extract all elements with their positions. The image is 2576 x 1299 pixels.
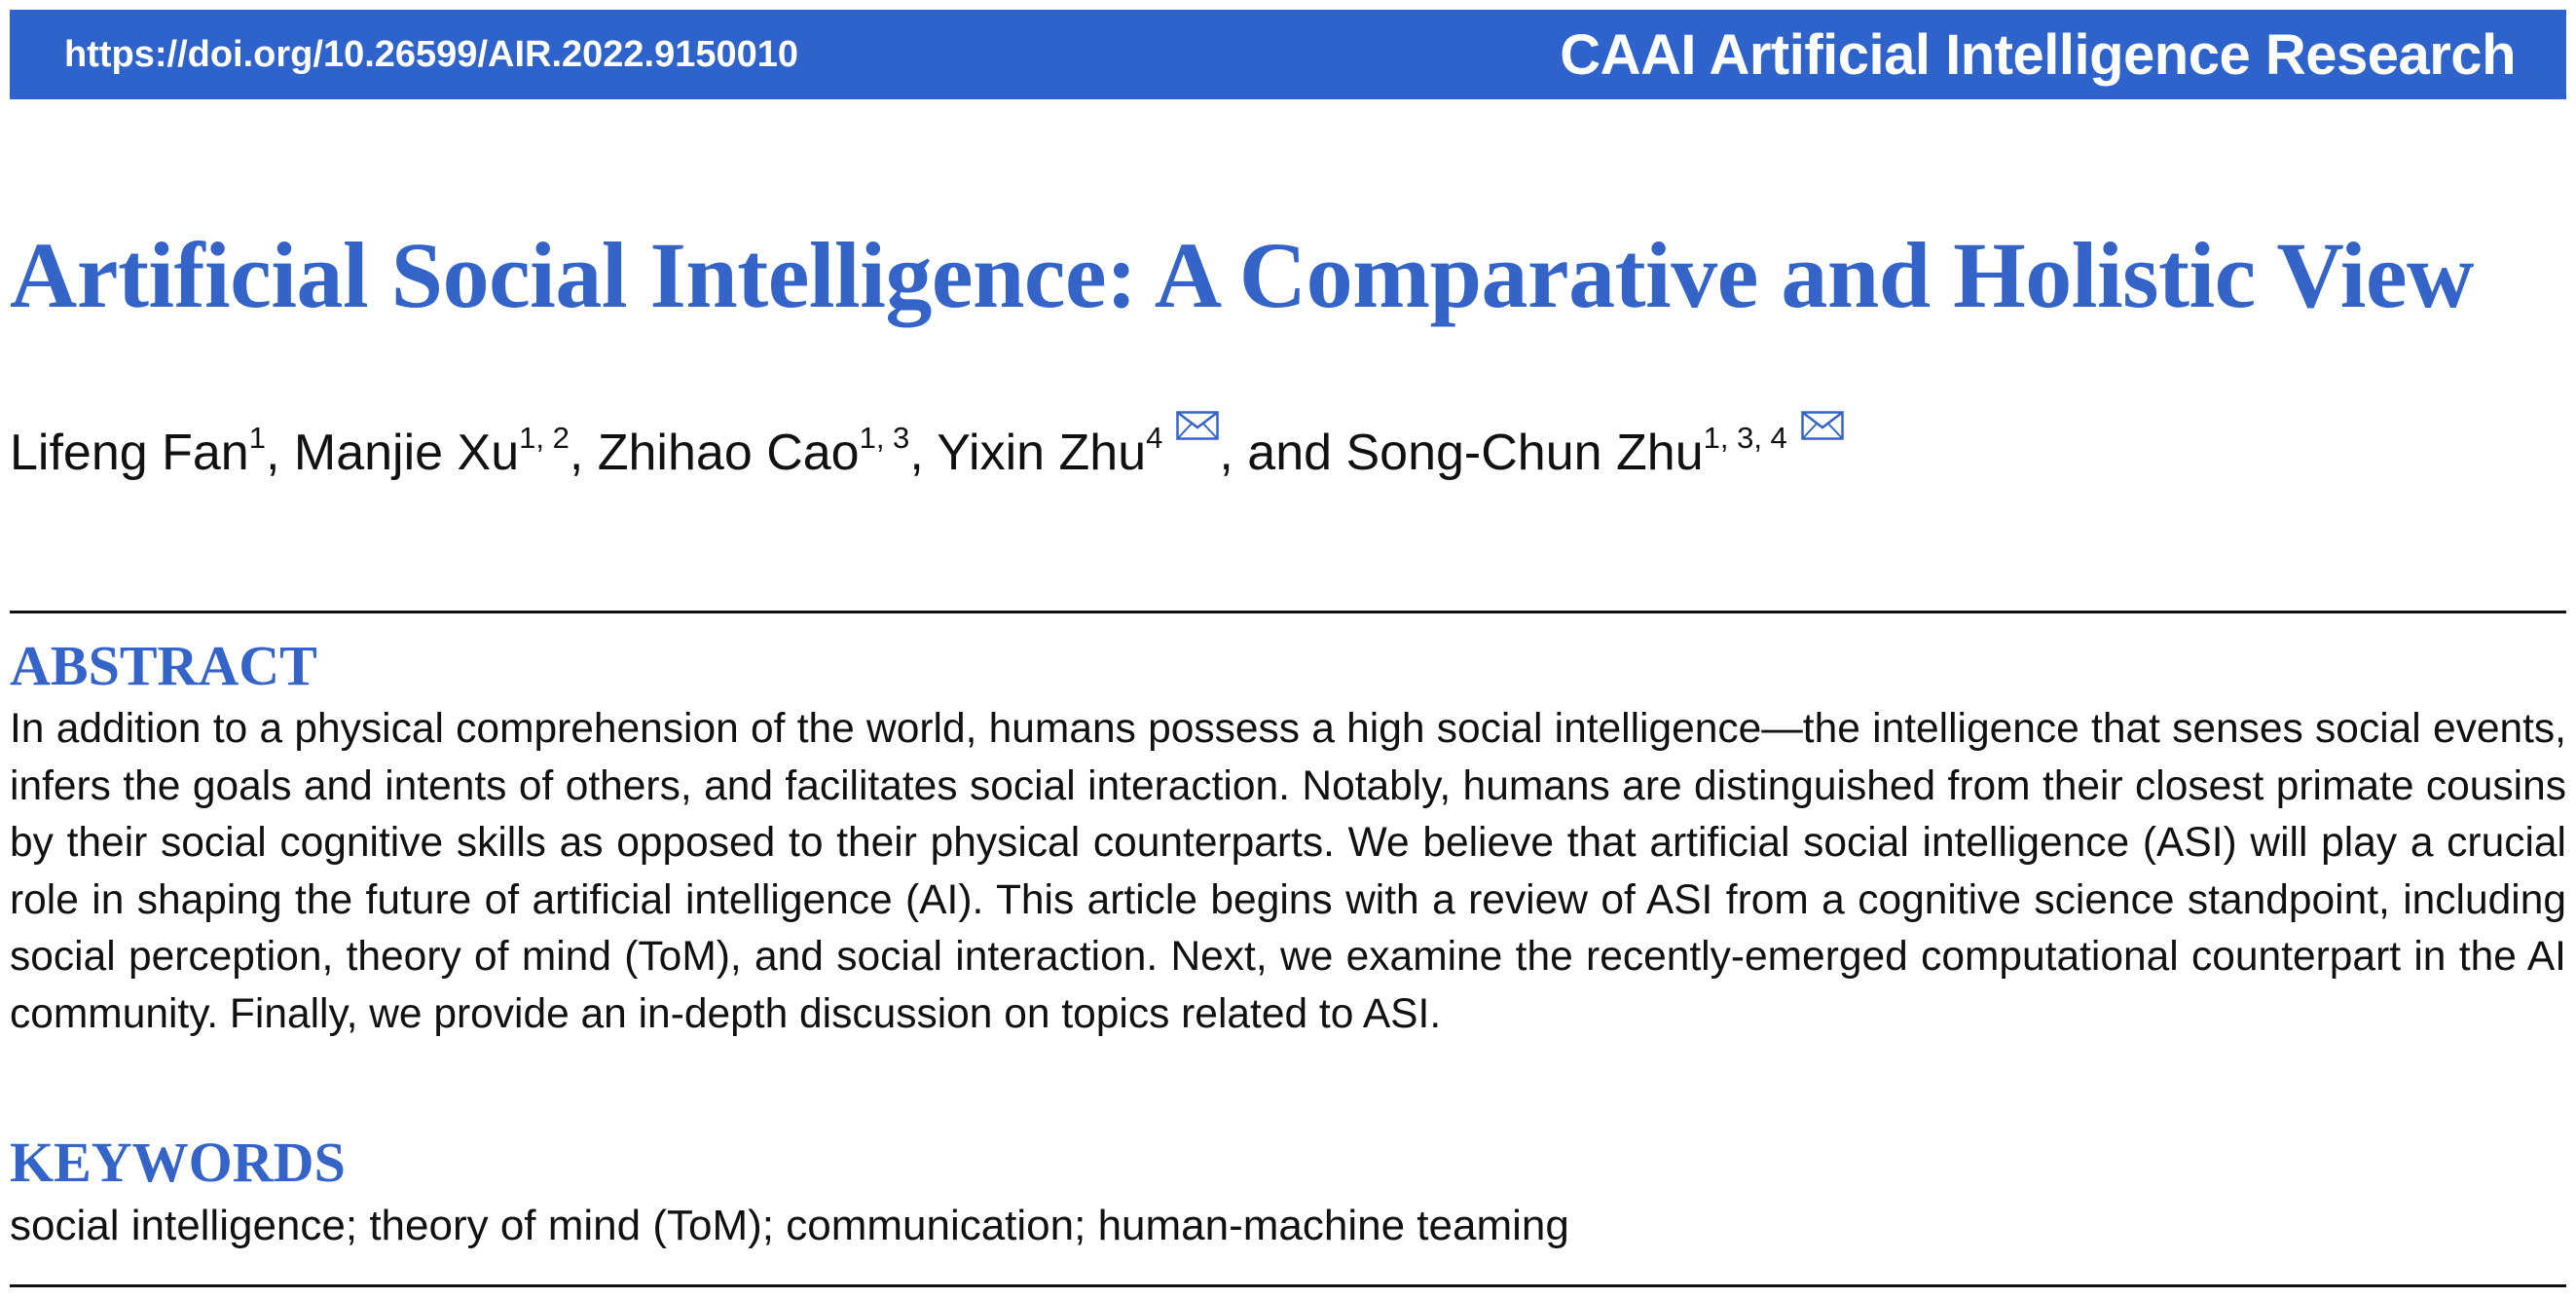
author-affiliation: 1, 2 xyxy=(519,421,570,455)
author-name: Lifeng Fan xyxy=(10,425,249,481)
article-title: Artificial Social Intelligence: A Comparative and Holistic View xyxy=(10,223,2474,327)
author-name: Manjie Xu xyxy=(293,425,520,481)
author-separator: , xyxy=(909,425,938,481)
envelope-icon[interactable] xyxy=(1801,411,1844,440)
author-name: Yixin Zhu xyxy=(937,425,1147,481)
abstract-text: In addition to a physical comprehension of the world, humans possess a high social intelligence—the intelligence that senses social events, infers the goals and intents of others, and facilitates social interaction. Notably, humans are distinguished from their closest primate cousins by their social cognitive skills as opposed to their physical counterparts. We believe that artificial social intelligence (ASI) will play a crucial role in shaping the future of artificial intelligence (AI). This article begins with a review of ASI from a cognitive science standpoint, including social perception, theory of mind (ToM), and social interaction. Next, we examine the recently-emerged computational counterpart in the AI community. Finally, we provide an in-depth discussion on topics related to ASI. xyxy=(10,706,2566,1037)
author-affiliation: 1, 3 xyxy=(859,421,910,455)
abstract-heading: ABSTRACT xyxy=(10,634,317,697)
keywords-heading: KEYWORDS xyxy=(10,1131,346,1194)
author-affiliation: 1 xyxy=(248,421,266,455)
author-affiliation: 1, 3, 4 xyxy=(1703,421,1787,455)
keywords-text: social intelligence; theory of mind (ToM); communication; human-machine teaming xyxy=(10,1202,1569,1249)
author-separator: , xyxy=(569,425,598,481)
author-name: Zhihao Cao xyxy=(597,425,860,481)
doi-link[interactable]: https://doi.org/10.26599/AIR.2022.9150010 xyxy=(64,33,799,75)
author-separator: , and xyxy=(1219,425,1346,481)
divider-top xyxy=(10,611,2566,613)
envelope-icon[interactable] xyxy=(1176,411,1219,440)
author-separator: , xyxy=(265,425,294,481)
journal-name: CAAI Artificial Intelligence Research xyxy=(1560,22,2516,87)
divider-bottom xyxy=(10,1284,2566,1287)
author-list xyxy=(10,411,1844,483)
author-affiliation: 4 xyxy=(1146,421,1163,455)
author-name: Song-Chun Zhu xyxy=(1345,425,1704,481)
journal-header-bar xyxy=(10,10,2566,99)
